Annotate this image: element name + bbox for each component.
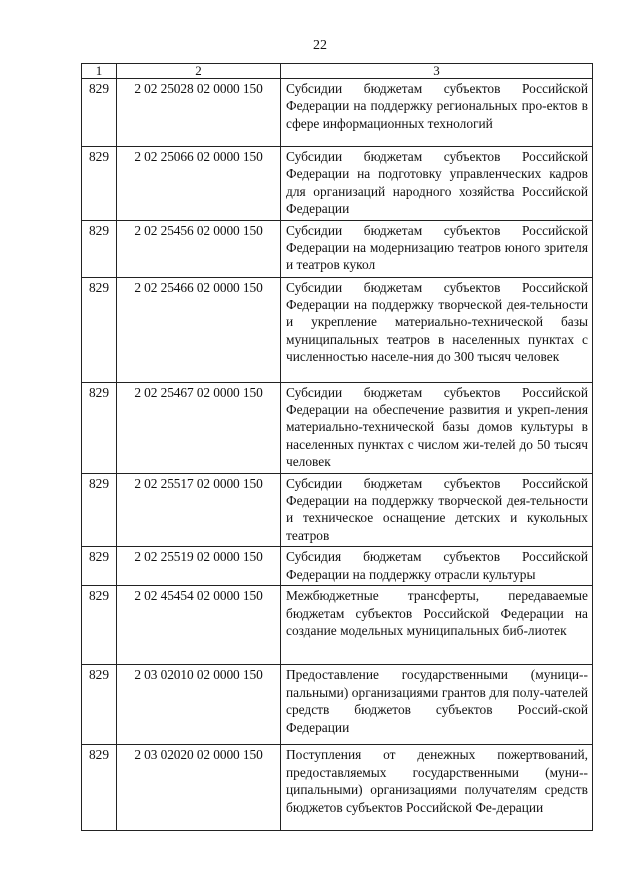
table-row bbox=[82, 79, 593, 147]
admin-code-cell: 829 bbox=[82, 586, 117, 665]
budget-code-cell: 2 02 25519 02 0000 150 bbox=[117, 547, 281, 586]
admin-code-cell: 829 bbox=[82, 665, 117, 745]
income-name-cell: Предоставление государственными (муници-пальными) организациями грантов для полу-чателей средств бюджетов субъектов Россий-ской Федерации bbox=[281, 665, 593, 745]
admin-code-cell: 829 bbox=[82, 277, 117, 382]
income-name-cell: Субсидии бюджетам субъектов Российской Федерации на поддержку региональных про-ектов в сфере информационных технологий bbox=[281, 79, 593, 147]
table-row bbox=[82, 473, 593, 547]
revenue-codes-table bbox=[81, 63, 593, 831]
budget-code-cell: 2 02 25466 02 0000 150 bbox=[117, 277, 281, 382]
table-row bbox=[82, 277, 593, 382]
budget-code-cell: 2 02 25517 02 0000 150 bbox=[117, 473, 281, 547]
admin-code-cell: 829 bbox=[82, 473, 117, 547]
budget-code-cell: 2 02 45454 02 0000 150 bbox=[117, 586, 281, 665]
budget-code-cell: 2 03 02010 02 0000 150 bbox=[117, 665, 281, 745]
table-header-row bbox=[82, 64, 593, 79]
page-number: 22 bbox=[313, 38, 327, 53]
income-name-cell: Субсидии бюджетам субъектов Российской Федерации на подготовку управленческих кадров для организаций народного хозяйства Российской Федерации bbox=[281, 147, 593, 221]
income-name-cell: Субсидии бюджетам субъектов Российской Федерации на поддержку творческой дея-тельности и техническое оснащение детских и кукольных театров bbox=[281, 473, 593, 547]
table-row bbox=[82, 665, 593, 745]
income-name-cell: Субсидии бюджетам субъектов Российской Федерации на обеспечение развития и укреп-ления материально-технической базы домов культуры в населенных пунктах с числом жи-телей до 50 тысяч человек bbox=[281, 382, 593, 473]
income-name-cell: Субсидии бюджетам субъектов Российской Федерации на модернизацию театров юного зрителя и театров кукол bbox=[281, 220, 593, 277]
budget-code-cell: 2 02 25467 02 0000 150 bbox=[117, 382, 281, 473]
table-row bbox=[82, 220, 593, 277]
admin-code-cell: 829 bbox=[82, 382, 117, 473]
income-name-cell: Субсидия бюджетам субъектов Российской Федерации на поддержку отрасли культуры bbox=[281, 547, 593, 586]
admin-code-cell: 829 bbox=[82, 147, 117, 221]
budget-code-cell: 2 02 25456 02 0000 150 bbox=[117, 220, 281, 277]
table-row bbox=[82, 547, 593, 586]
budget-code-cell: 2 02 25066 02 0000 150 bbox=[117, 147, 281, 221]
income-name-cell: Межбюджетные трансферты, передаваемые бюджетам субъектов Российской Федерации на создание модельных муниципальных биб-лиотек bbox=[281, 586, 593, 665]
budget-code-cell: 2 02 25028 02 0000 150 bbox=[117, 79, 281, 147]
admin-code-cell: 829 bbox=[82, 79, 117, 147]
income-name-cell: Субсидии бюджетам субъектов Российской Федерации на поддержку творческой дея-тельности и укрепление материально-технической базы муниципальных театров в населенных пунктах с численностью населе-ния до 300 тысяч человек bbox=[281, 277, 593, 382]
header-column-2: 2 bbox=[117, 64, 281, 79]
header-column-3: 3 bbox=[281, 64, 593, 79]
admin-code-cell: 829 bbox=[82, 220, 117, 277]
admin-code-cell: 829 bbox=[82, 745, 117, 831]
admin-code-cell: 829 bbox=[82, 547, 117, 586]
budget-code-cell: 2 03 02020 02 0000 150 bbox=[117, 745, 281, 831]
table-row bbox=[82, 382, 593, 473]
table-row bbox=[82, 745, 593, 831]
income-name-cell: Поступления от денежных пожертвований, предоставляемых государственными (муни-ципальными) организациями получателям средств бюджетов субъектов Российской Фе-дерации bbox=[281, 745, 593, 831]
table-row bbox=[82, 147, 593, 221]
header-column-1: 1 bbox=[82, 64, 117, 79]
table-row bbox=[82, 586, 593, 665]
